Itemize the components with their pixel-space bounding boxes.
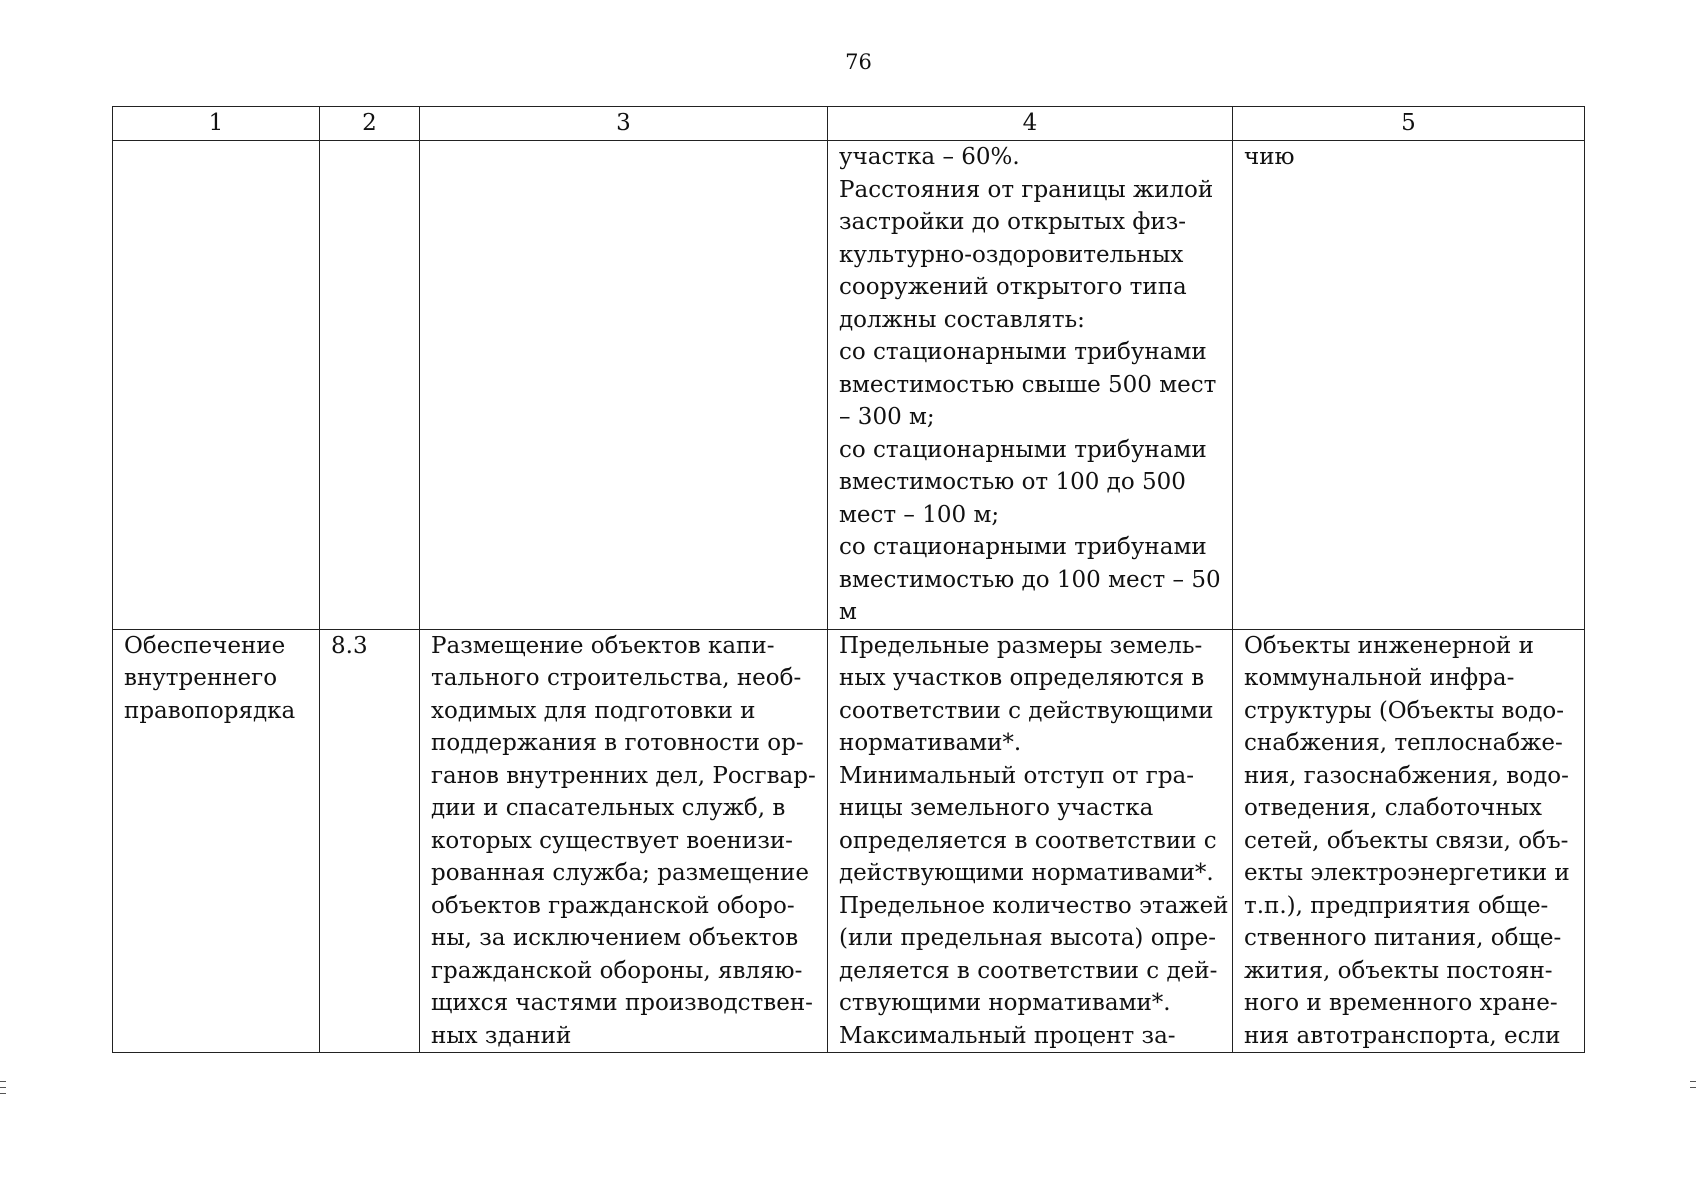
cell-text-line: со стационарными трибунами	[839, 339, 1207, 365]
column-header-2: 2	[320, 107, 420, 141]
cell-text-line: коммунальной инфра-	[1244, 665, 1515, 691]
scan-margin-mark	[1690, 1087, 1696, 1088]
table-header-row	[113, 107, 1585, 141]
cell-text-line: м	[839, 599, 857, 625]
table-row	[113, 629, 1585, 1053]
cell-text-line: ницы земельного участка	[839, 795, 1154, 821]
column-header-5: 5	[1233, 107, 1585, 141]
cell-text-line: ственного питания, обще-	[1244, 925, 1562, 951]
page-number: 76	[845, 50, 872, 74]
cell-text-line: Предельное количество этажей	[839, 892, 1229, 919]
cell-text-line: рованная служба; размещение	[431, 860, 809, 886]
cell-text-line: сетей, объекты связи, объ-	[1244, 827, 1569, 854]
cell-text-line: правопорядка	[124, 697, 296, 724]
cell-text-line: снабжения, теплоснабже-	[1244, 730, 1563, 756]
cell-text-line: сооружений открытого типа	[839, 274, 1187, 300]
cell-text-line: Минимальный отступ от гра-	[839, 762, 1195, 789]
scan-margin-mark	[1690, 1081, 1696, 1082]
cell-text-line: вместимостью до 100 мест – 50	[839, 566, 1221, 593]
cell-text-line: нормативами*.	[839, 730, 1022, 756]
column-header-4: 4	[828, 107, 1233, 141]
cell-text-line: застройки до открытых физ-	[839, 209, 1187, 235]
cell-text-line: ного и временного хране-	[1244, 990, 1558, 1016]
cell-text-line: щихся частями производствен-	[431, 990, 813, 1016]
cell-text-line: участка – 60%.	[839, 144, 1020, 170]
cell-text-line: ходимых для подготовки и	[431, 697, 756, 724]
cell-text-line: Обеспечение	[124, 632, 286, 659]
cell-text-line: поддержания в готовности ор-	[431, 730, 804, 756]
column-header-1: 1	[113, 107, 320, 141]
cell-text-line: ния, газоснабжения, водо-	[1244, 762, 1569, 789]
cell-text-line: гражданской обороны, являю-	[431, 957, 803, 984]
cell-text-line: структуры (Объекты водо-	[1244, 697, 1565, 724]
cell-parameters	[828, 629, 1233, 1053]
cell-auxiliary-uses	[1233, 629, 1585, 1053]
cell-text-line: тального строительства, необ-	[431, 665, 802, 691]
scan-margin-mark	[0, 1081, 6, 1082]
cell-text-line: 8.3	[331, 632, 368, 659]
regulation-table	[112, 106, 1585, 1053]
cell-text-line: жития, объекты постоян-	[1244, 957, 1553, 984]
cell-text-line: ных участков определяются в	[839, 665, 1205, 691]
cell-code	[320, 629, 420, 1053]
cell-activity-name	[113, 141, 320, 630]
scan-margin-mark	[0, 1087, 6, 1088]
cell-text-line: со стационарными трибунами	[839, 534, 1207, 560]
cell-code	[320, 141, 420, 630]
cell-description	[420, 629, 828, 1053]
cell-text-line: – 300 м;	[839, 404, 935, 430]
cell-text-line: отведения, слаботочных	[1244, 795, 1542, 821]
cell-text-line: мест – 100 м;	[839, 501, 1000, 528]
cell-text-line: должны составлять:	[839, 306, 1085, 333]
cell-text-line: (или предельная высота) опре-	[839, 925, 1216, 951]
cell-text-line: внутреннего	[124, 665, 278, 691]
cell-text-line: объектов гражданской оборо-	[431, 892, 795, 919]
cell-text-line: екты электроэнергетики и	[1244, 860, 1570, 886]
cell-text-line: культурно-оздоровительных	[839, 241, 1184, 268]
cell-text-line: ных зданий	[431, 1022, 572, 1049]
cell-text-line: вместимостью от 100 до 500	[839, 469, 1186, 495]
cell-text-line: соответствии с действующими	[839, 697, 1214, 724]
cell-text-line: ния автотранспорта, если	[1244, 1022, 1561, 1049]
column-header-3: 3	[420, 107, 828, 141]
cell-text-line: которых существует военизи-	[431, 827, 793, 854]
cell-text-line: Расстояния от границы жилой	[839, 176, 1214, 203]
cell-text-line: вместимостью свыше 500 мест	[839, 371, 1217, 398]
cell-text-line: Предельные размеры земель-	[839, 632, 1203, 659]
cell-text-line: Максимальный процент за-	[839, 1022, 1176, 1049]
scan-margin-mark	[0, 1093, 6, 1094]
cell-description	[420, 141, 828, 630]
cell-text-line: деляется в соответствии с дей-	[839, 957, 1218, 984]
cell-text-line: ствующими нормативами*.	[839, 990, 1171, 1016]
cell-text-line: действующими нормативами*.	[839, 860, 1214, 886]
cell-text-line: ганов внутренних дел, Росгвар-	[431, 762, 816, 789]
cell-parameters	[828, 141, 1233, 630]
cell-text-line: т.п.), предприятия обще-	[1244, 892, 1549, 919]
table-row	[113, 141, 1585, 630]
cell-text-line: Объекты инженерной и	[1244, 632, 1534, 659]
cell-text-line: со стационарными трибунами	[839, 436, 1207, 463]
cell-text-line: Размещение объектов капи-	[431, 632, 775, 659]
cell-activity-name	[113, 629, 320, 1053]
cell-text-line: определяется в соответствии с	[839, 827, 1217, 854]
cell-text-line: ны, за исключением объектов	[431, 925, 799, 951]
cell-text-line: дии и спасательных служб, в	[431, 795, 786, 821]
cell-text-line: чию	[1244, 144, 1295, 170]
cell-auxiliary-uses	[1233, 141, 1585, 630]
